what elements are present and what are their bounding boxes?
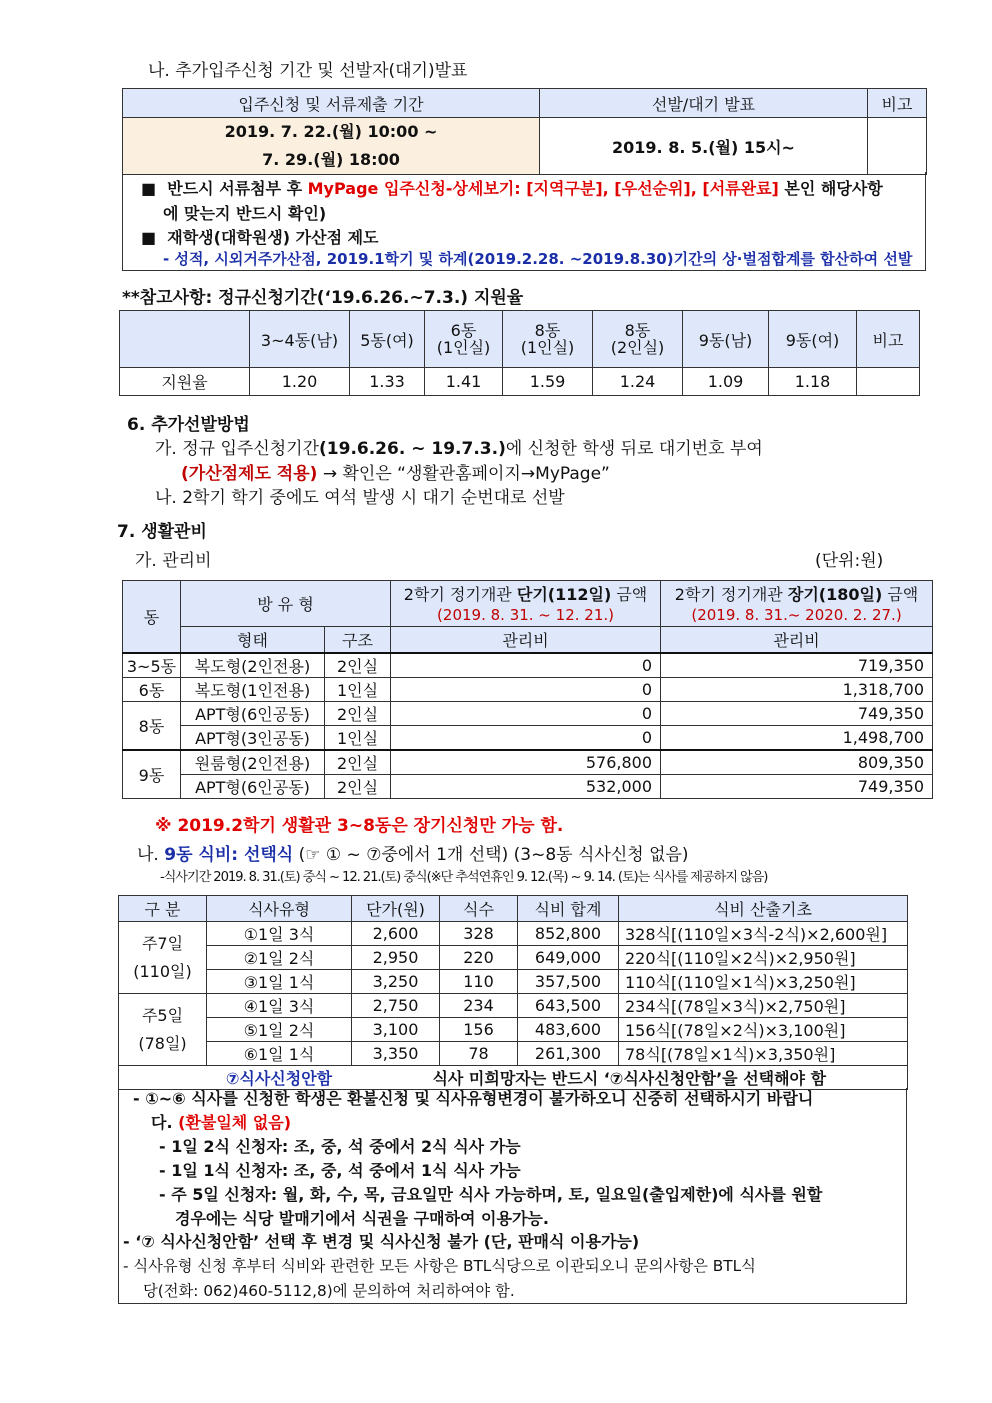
fee-short: 0	[391, 677, 661, 701]
s6-a2-post: → 확인은 “생활관홈페이지→MyPage”	[317, 464, 610, 484]
meal-count: 220	[440, 946, 518, 970]
meal-price: 3,100	[352, 1018, 440, 1042]
meal-heading	[137, 840, 689, 865]
meal-group-5-l2: (78일)	[138, 1033, 187, 1053]
fee-long-pre: 2학기 정기개관	[674, 584, 788, 604]
fee-form: 복도형(1인전용)	[181, 677, 325, 701]
fee-dong: 3~5동	[123, 653, 181, 678]
fee-header-dong: 동	[123, 581, 181, 653]
rate-header-34: 3~4동(남)	[250, 311, 350, 368]
period-line1: 2019. 7. 22.(월) 10:00 ~	[224, 122, 438, 141]
application-rate-table	[119, 310, 920, 396]
meal-basis: 234식[(78일×3식)×2,750원]	[619, 994, 908, 1018]
period-cell	[123, 118, 540, 175]
meal-header-total: 식비 합계	[518, 896, 619, 922]
rate-row-label: 지원율	[120, 368, 250, 396]
header-announce: 선발/대기 발표	[540, 89, 868, 118]
meal-basis: 78식[(78일×1식)×3,350원]	[619, 1042, 908, 1066]
announce-cell: 2019. 8. 5.(월) 15시~	[540, 118, 868, 175]
meal-basis: 328식[(110일×3식-2식)×2,600원]	[619, 922, 908, 946]
fee-form: APT형(6인공동)	[181, 774, 325, 798]
rate-value: 1.59	[503, 368, 593, 396]
section-6-a2	[181, 459, 610, 484]
meal-note-3: - 1일 2식 신청자: 조, 중, 석 중에서 2식 식사 가능	[159, 1137, 521, 1156]
meal-note-2-red: (환불일체 없음)	[178, 1113, 292, 1132]
meal-header-price: 단가(원)	[352, 896, 440, 922]
meal-header-group: 구 분	[119, 896, 207, 922]
unit-label: (단위:원)	[815, 551, 884, 571]
fee-header-short-title	[391, 584, 660, 605]
section-6-title: 6. 추가선발방법	[127, 415, 250, 435]
rate-value: 1.41	[425, 368, 503, 396]
rate-header-9f: 9동(여)	[769, 311, 857, 368]
note-1-red: MyPage 입주신청-상세보기: [지역구분], [우선순위], [서류완료]	[307, 179, 779, 198]
fee-header-short	[391, 581, 661, 627]
meal-no-meal-note: 식사 미희망자는 반드시 ‘⑦식사신청안함’을 선택해야 함	[352, 1066, 908, 1090]
period-line2: 7. 29.(월) 18:00	[262, 150, 400, 169]
meal-price: 2,950	[352, 946, 440, 970]
meal-count: 328	[440, 922, 518, 946]
fee-short: 0	[391, 725, 661, 750]
bullet-icon: ■	[141, 179, 157, 198]
meal-count: 110	[440, 970, 518, 994]
fee-header-roomtype: 방 유 형	[181, 581, 391, 627]
rate-value: 1.33	[350, 368, 425, 396]
rate-value: 1.24	[593, 368, 683, 396]
note-2-text: 재학생(대학원생) 가산점 제도	[167, 228, 379, 247]
fee-header-long-title	[661, 584, 932, 605]
s6-a-pre: 가. 정규 입주신청기간	[155, 439, 320, 459]
meal-no-meal-label: ⑦식사신청안함	[207, 1066, 352, 1090]
meal-heading-pre: 나.	[137, 845, 165, 865]
fee-short-bold: 단기(112일)	[516, 584, 612, 604]
meal-group-7	[119, 922, 207, 994]
rate-header-note: 비고	[857, 311, 920, 368]
long-term-notice: ※ 2019.2학기 생활관 3~8동은 장기신청만 가능 함.	[155, 816, 564, 836]
meal-note-4: - 1일 1식 신청자: 조, 중, 석 중에서 1식 식사 가능	[159, 1161, 521, 1180]
section-7-title: 7. 생활관비	[117, 522, 207, 542]
fee-dong: 6동	[123, 677, 181, 701]
meal-type: ②1일 2식	[207, 946, 352, 970]
meal-type: ③1일 1식	[207, 970, 352, 994]
fee-long: 749,350	[661, 774, 933, 798]
meal-heading-post: (☞ ① ~ ⑦중에서 1개 선택) (3~8동 식사신청 없음)	[293, 845, 689, 865]
rate-header-8b-l1: 8동	[624, 321, 651, 340]
rate-header-6	[425, 311, 503, 368]
meal-total: 852,800	[518, 922, 619, 946]
fee-form: APT형(3인공동)	[181, 725, 325, 750]
fee-long: 1,498,700	[661, 725, 933, 750]
application-period-table	[122, 88, 927, 175]
fee-short-post: 금액	[611, 584, 648, 604]
s6-a-bold: (19.6.26. ~ 19.7.3.)	[319, 439, 506, 459]
s6-a2-red: (가산점제도 적용)	[181, 464, 318, 484]
fee-long-post: 금액	[882, 584, 919, 604]
meal-header-count: 식수	[440, 896, 518, 922]
meal-group-7-l2: (110일)	[133, 961, 192, 981]
section-na-heading: 나. 추가입주신청 기간 및 선발자(대기)발표	[148, 61, 468, 81]
header-note: 비고	[868, 89, 927, 118]
section-7-sub: 가. 관리비	[135, 551, 212, 571]
note-1-post: 본인 해당사항	[778, 179, 883, 198]
fee-form: APT형(6인공동)	[181, 701, 325, 725]
rate-header-6-l2: (1인실)	[436, 338, 491, 357]
fee-structure: 2인실	[325, 653, 391, 678]
meal-basis: 156식[(78일×2식)×3,100원]	[619, 1018, 908, 1042]
header-period: 입주신청 및 서류제출 기간	[123, 89, 540, 118]
meal-header-basis: 식비 산출기초	[619, 896, 908, 922]
meal-type: ④1일 3식	[207, 994, 352, 1018]
fee-header-fee2: 관리비	[661, 627, 933, 653]
fee-structure: 2인실	[325, 750, 391, 775]
meal-period: -식사기간 2019. 8. 31.(토) 중식 ~ 12. 21.(토) 중식(※단 추석연휴인 9. 12.(목) ~ 9. 14. (토)는 식사를 제공하지 않음)	[160, 870, 768, 885]
meal-price: 3,350	[352, 1042, 440, 1066]
rate-header-8b-l2: (2인실)	[610, 338, 665, 357]
meal-count: 78	[440, 1042, 518, 1066]
meal-price: 2,750	[352, 994, 440, 1018]
reference-heading: **참고사항: 정규신청기간(‘19.6.26.~7.3.) 지원율	[122, 288, 524, 308]
fee-form: 복도형(2인전용)	[181, 653, 325, 678]
note-line-3: - 성적, 시외거주가산점, 2019.1학기 및 하계(2019.2.28. ~2019.8.30)기간의 상·벌점합계를 합산하여 선발	[163, 250, 913, 268]
fee-header-form: 형태	[181, 627, 325, 653]
meal-group-5-l1: 주5일	[141, 1005, 184, 1025]
meal-type: ⑥1일 1식	[207, 1042, 352, 1066]
meal-note-2	[151, 1110, 291, 1133]
meal-table	[118, 895, 908, 1090]
note-1-pre: 반드시 서류첨부 후	[167, 179, 308, 198]
meal-price: 3,250	[352, 970, 440, 994]
meal-group-7-l1: 주7일	[141, 933, 184, 953]
rate-value-note	[857, 368, 920, 396]
meal-price: 2,600	[352, 922, 440, 946]
notes-box-1	[122, 172, 926, 271]
note-line-1b: 에 맞는지 반드시 확인)	[163, 204, 327, 223]
fee-long: 719,350	[661, 653, 933, 678]
meal-note-9: 당(전화: 062)460-5112,8)에 문의하여 처리하여야 함.	[143, 1282, 515, 1300]
meal-type: ①1일 3식	[207, 922, 352, 946]
meal-total: 483,600	[518, 1018, 619, 1042]
meal-note-2-pre: 다.	[151, 1113, 179, 1132]
meal-total: 261,300	[518, 1042, 619, 1066]
rate-header-empty	[120, 311, 250, 368]
fee-header-fee1: 관리비	[391, 627, 661, 653]
fee-structure: 2인실	[325, 701, 391, 725]
notes-box-2	[118, 1088, 907, 1304]
meal-note-6: 경우에는 식당 발매기에서 식권을 구매하여 이용가능.	[175, 1209, 549, 1228]
note-cell	[868, 118, 927, 175]
fee-structure: 2인실	[325, 774, 391, 798]
fee-long: 1,318,700	[661, 677, 933, 701]
note-line-1	[141, 176, 883, 199]
fee-short: 0	[391, 701, 661, 725]
rate-header-8b	[593, 311, 683, 368]
meal-heading-blue: 9동 식비: 선택식	[164, 845, 294, 865]
fee-short: 576,800	[391, 750, 661, 775]
meal-count: 234	[440, 994, 518, 1018]
meal-header-type: 식사유형	[207, 896, 352, 922]
fee-short: 532,000	[391, 774, 661, 798]
meal-total: 357,500	[518, 970, 619, 994]
rate-header-8a-l2: (1인실)	[520, 338, 575, 357]
s6-a-post: 에 신청한 학생 뒤로 대기번호 부여	[505, 439, 763, 459]
rate-header-5: 5동(여)	[350, 311, 425, 368]
meal-total: 649,000	[518, 946, 619, 970]
meal-note-5: - 주 5일 신청자: 월, 화, 수, 목, 금요일만 식사 가능하며, 토, 일요일(출입제한)에 식사를 원할	[159, 1185, 823, 1204]
bullet-icon: ■	[141, 228, 157, 247]
meal-note-8: - 식사유형 신청 후부터 식비와 관련한 모든 사항은 BTL식당으로 이관되오니 문의사항은 BTL식	[123, 1257, 756, 1275]
rate-value: 1.20	[250, 368, 350, 396]
fee-structure: 1인실	[325, 677, 391, 701]
rate-header-8a	[503, 311, 593, 368]
rate-value: 1.18	[769, 368, 857, 396]
fee-header-structure: 구조	[325, 627, 391, 653]
meal-total: 643,500	[518, 994, 619, 1018]
rate-value: 1.09	[683, 368, 769, 396]
meal-count: 156	[440, 1018, 518, 1042]
fee-header-short-dates: (2019. 8. 31. ~ 12. 21.)	[437, 605, 614, 624]
fee-table	[122, 580, 933, 799]
fee-dong: 9동	[123, 750, 181, 799]
fee-long: 749,350	[661, 701, 933, 725]
note-line-2	[141, 225, 379, 248]
rate-header-9m: 9동(남)	[683, 311, 769, 368]
section-6-b: 나. 2학기 학기 중에도 여석 발생 시 대기 순번대로 선발	[155, 488, 565, 508]
meal-type: ⑤1일 2식	[207, 1018, 352, 1042]
rate-header-8a-l1: 8동	[534, 321, 561, 340]
section-6-a	[155, 434, 763, 459]
meal-note-1: - ①~⑥ 식사를 신청한 학생은 환불신청 및 식사유형변경이 불가하오니 신중히 선택하시기 바랍니	[133, 1089, 814, 1108]
fee-structure: 1인실	[325, 725, 391, 750]
rate-header-6-l1: 6동	[450, 321, 477, 340]
fee-long-bold: 장기(180일)	[787, 584, 883, 604]
fee-long: 809,350	[661, 750, 933, 775]
fee-dong: 8동	[123, 701, 181, 750]
fee-header-long	[661, 581, 933, 627]
meal-group-5	[119, 994, 207, 1066]
fee-header-long-dates: (2019. 8. 31.~ 2020. 2. 27.)	[691, 605, 902, 624]
meal-basis: 110식[(110일×1식)×3,250원]	[619, 970, 908, 994]
meal-note-7: - ‘⑦ 식사신청안함’ 선택 후 변경 및 식사신청 불가 (단, 판매식 이용가능)	[123, 1232, 640, 1251]
fee-short: 0	[391, 653, 661, 678]
fee-short-pre: 2학기 정기개관	[403, 584, 517, 604]
meal-basis: 220식[(110일×2식)×2,950원]	[619, 946, 908, 970]
fee-form: 원룸형(2인전용)	[181, 750, 325, 775]
